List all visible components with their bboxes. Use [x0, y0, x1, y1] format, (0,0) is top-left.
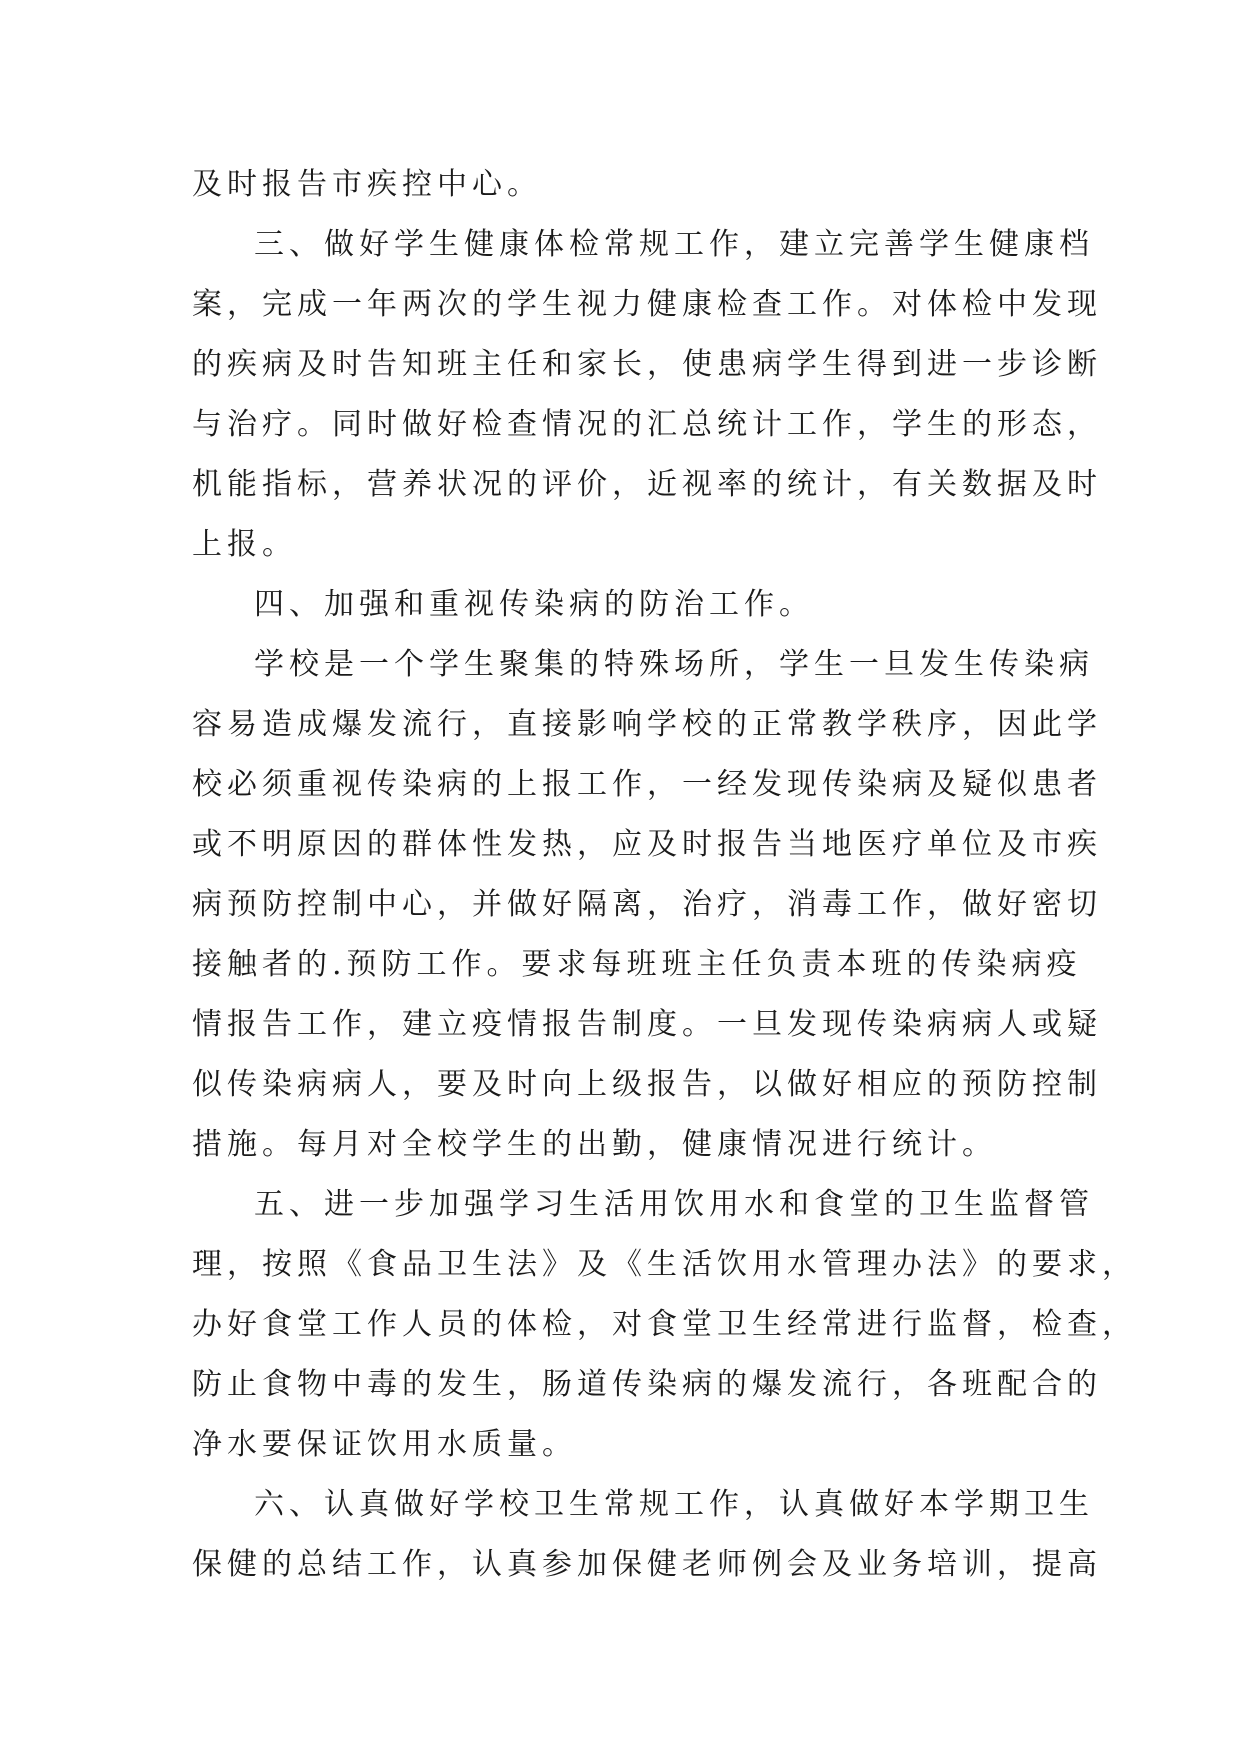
text-line: 净水要保证饮用水质量。 [192, 1427, 577, 1462]
text-line: 情报告工作，建立疫情报告制度。一旦发现传染病病人或疑 [192, 1007, 1102, 1042]
text-line: 案，完成一年两次的学生视力健康检查工作。对体检中发现 [192, 287, 1102, 322]
text-line: 的疾病及时告知班主任和家长，使患病学生得到进一步诊断 [192, 347, 1102, 382]
text-line: 校必须重视传染病的上报工作，一经发现传染病及疑似患者 [192, 767, 1102, 802]
text-line: 保健的总结工作，认真参加保健老师例会及业务培训，提高 [192, 1547, 1102, 1582]
text-line: 及时报告市疾控中心。 [192, 167, 542, 202]
paragraph-3-heading-line: 三、做好学生健康体检常规工作，建立完善学生健康档 [254, 227, 1094, 262]
paragraph-5-heading-line: 五、进一步加强学习生活用饮用水和食堂的卫生监督管 [254, 1187, 1094, 1222]
document-body [192, 155, 1137, 1595]
paragraph-6-heading-line: 六、认真做好学校卫生常规工作，认真做好本学期卫生 [254, 1487, 1094, 1522]
text-line: 似传染病病人，要及时向上级报告，以做好相应的预防控制 [192, 1067, 1102, 1102]
text-line: 措施。每月对全校学生的出勤，健康情况进行统计。 [192, 1127, 997, 1162]
paragraph-4-heading-line: 四、加强和重视传染病的防治工作。 [254, 587, 814, 622]
text-line: 防止食物中毒的发生，肠道传染病的爆发流行，各班配合的 [192, 1367, 1102, 1402]
text-line: 理，按照《食品卫生法》及《生活饮用水管理办法》的要求， [192, 1247, 1137, 1282]
text-line: 或不明原因的群体性发热，应及时报告当地医疗单位及市疾 [192, 827, 1102, 862]
text-line: 容易造成爆发流行，直接影响学校的正常教学秩序，因此学 [192, 707, 1102, 742]
text-line: 与治疗。同时做好检查情况的汇总统计工作，学生的形态， [192, 407, 1102, 442]
text-line: 办好食堂工作人员的体检，对食堂卫生经常进行监督，检查， [192, 1307, 1137, 1342]
text-line: 机能指标，营养状况的评价，近视率的统计，有关数据及时 [192, 467, 1102, 502]
paragraph-4-body-line: 学校是一个学生聚集的特殊场所，学生一旦发生传染病 [254, 647, 1094, 682]
text-line: 病预防控制中心，并做好隔离，治疗，消毒工作，做好密切 [192, 887, 1102, 922]
text-line: 上报。 [192, 527, 297, 562]
text-line: 接触者的.预防工作。要求每班班主任负责本班的传染病疫 [192, 947, 1082, 982]
